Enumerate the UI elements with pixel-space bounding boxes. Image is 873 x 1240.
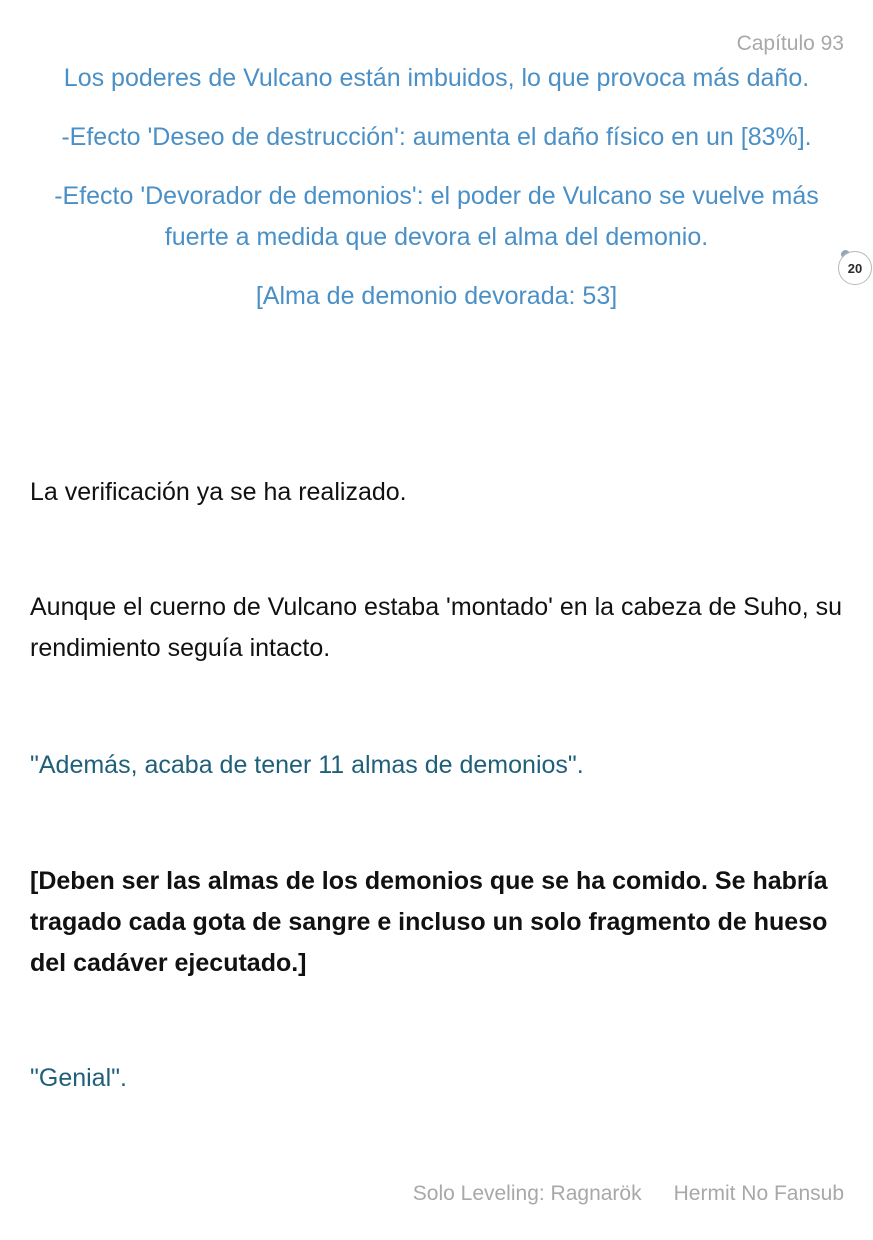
- paragraph-dialogue-souls: "Además, acaba de tener 11 almas de demonios".: [30, 751, 584, 779]
- system-line-damage: Los poderes de Vulcano están imbuidos, lo que provoca más daño.: [63, 64, 810, 92]
- footer-translator: Hermit No Fansub: [673, 1182, 844, 1205]
- footer: [413, 1182, 844, 1206]
- comment-count-badge[interactable]: 20: [838, 251, 872, 285]
- chapter-label: Capítulo 93: [736, 32, 844, 55]
- system-message: [30, 58, 843, 317]
- footer-novel-title: Solo Leveling: Ragnarök: [412, 1182, 642, 1205]
- paragraph-horn: Aunque el cuerno de Vulcano estaba 'montado' en la cabeza de Suho, su rendimiento seguía intacto.: [30, 593, 842, 662]
- paragraph-bold-thought: [Deben ser las almas de los demonios que se ha comido. Se habría tragado cada gota de sangre e incluso un solo fragmento de hueso del cadáver ejecutado.]: [30, 867, 828, 977]
- system-line-devourer-effect: -Efecto 'Devorador de demonios': el poder de Vulcano se vuelve más fuerte a medida que devora el alma del demonio.: [54, 182, 819, 251]
- paragraph-dialogue-genial: "Genial".: [30, 1064, 127, 1092]
- system-line-souls-devoured: [Alma de demonio devorada: 53]: [255, 282, 618, 310]
- paragraph-verification: La verificación ya se ha realizado.: [30, 478, 407, 506]
- system-line-destruction-effect: -Efecto 'Deseo de destrucción': aumenta el daño físico en un [83%].: [61, 123, 812, 151]
